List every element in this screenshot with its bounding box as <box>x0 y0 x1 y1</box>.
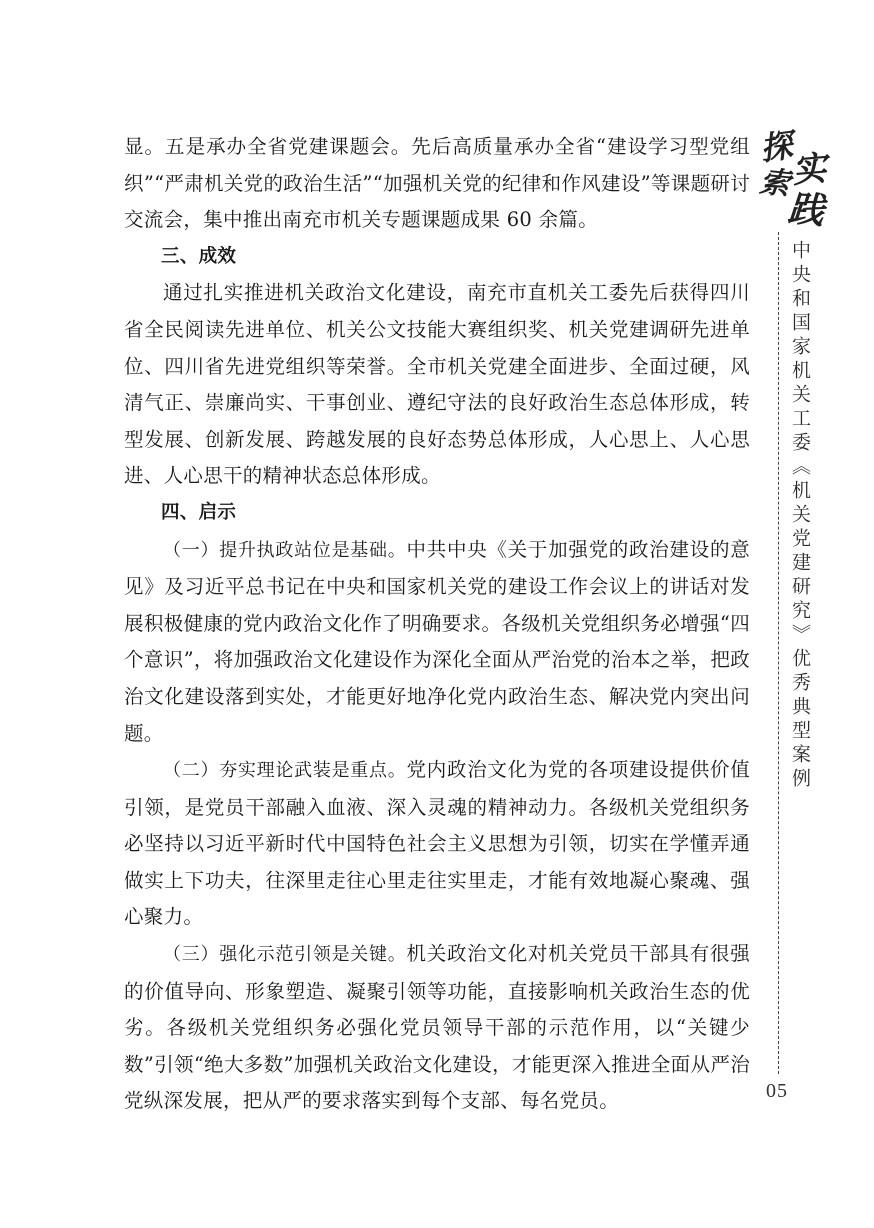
calligraphy-logo <box>758 122 828 232</box>
paragraph-5 <box>124 936 750 1120</box>
paragraph-4 <box>124 752 750 936</box>
paragraph-4-lead: （二）夯实理论武装是重点。 <box>163 760 407 782</box>
page-number: 05 <box>766 1080 788 1102</box>
paragraph-4-text: 党内政治文化为党的各项建设提供价值引领，是党员干部融入血液、深入灵魂的精神动力。各级机关党组织务必坚持以习近平新时代中国特色社会主义思想为引领，切实在学懂弄通做实上下功夫，往深里走往心里走往实里走，才能有效地凝心聚魂、强心聚力。 <box>124 758 750 929</box>
logo-char-1: 探 <box>757 125 795 169</box>
sidebar-vertical-title: 中央和国家机关工委《机关党建研究》优秀典型案例 <box>789 240 811 792</box>
paragraph-3 <box>124 532 750 753</box>
logo-char-4: 践 <box>786 187 826 233</box>
section-heading-results: 三、成效 <box>161 245 237 267</box>
logo-char-3: 实 <box>790 148 828 192</box>
paragraph-2: 通过扎实推进机关政治文化建设，南充市直机关工委先后获得四川省全民阅读先进单位、机关公文技能大赛组织奖、机关党建调研先进单位、四川省先进党组织等荣誉。全市机关党建全面进步、全面过硬，风清气正、崇廉尚实、干事创业、遵纪守法的良好政治生态总体形成，转型发展、创新发展、跨越发展的良好态势总体形成，人心思上、人心思进、人心思干的精神状态总体形成。 <box>124 281 750 488</box>
body-text <box>124 129 750 1120</box>
paragraph-3-lead: （一）提升执政站位是基础。 <box>163 539 407 561</box>
logo-char-2: 索 <box>757 164 792 203</box>
paragraph-1: 显。五是承办全省党建课题会。先后高质量承办全省“建设学习型党组织”“严肃机关党的政治生活”“加强机关党的纪律和作风建设”等课题研讨交流会，集中推出南充市机关专题课题成果 60 余篇。 <box>124 135 750 232</box>
sidebar-dashed-rule <box>778 232 779 1074</box>
paragraph-3-text: 中共中央《关于加强党的政治建设的意见》及习近平总书记在中央和国家机关党的建设工作会议上的讲话对发展积极健康的党内政治文化作了明确要求。各级机关党组织务必增强“四个意识”，将加强政治文化建设作为深化全面从严治党的治本之举，把政治文化建设落到实处，才能更好地净化党内政治生态、解决党内突出问题。 <box>124 537 750 745</box>
paragraph-5-text: 机关政治文化对机关党员干部具有很强的价值导向、形象塑造、凝聚引领等功能，直接影响机关政治生态的优劣。各级机关党组织务必强化党员领导干部的示范作用，以“关键少数”引领“绝大多数”加强机关政治文化建设，才能更深入推进全面从严治党纵深发展，把从严的要求落实到每个支部、每名党员。 <box>124 942 750 1113</box>
section-heading-insights: 四、启示 <box>161 501 237 523</box>
paragraph-5-lead: （三）强化示范引领是关键。 <box>163 944 407 966</box>
